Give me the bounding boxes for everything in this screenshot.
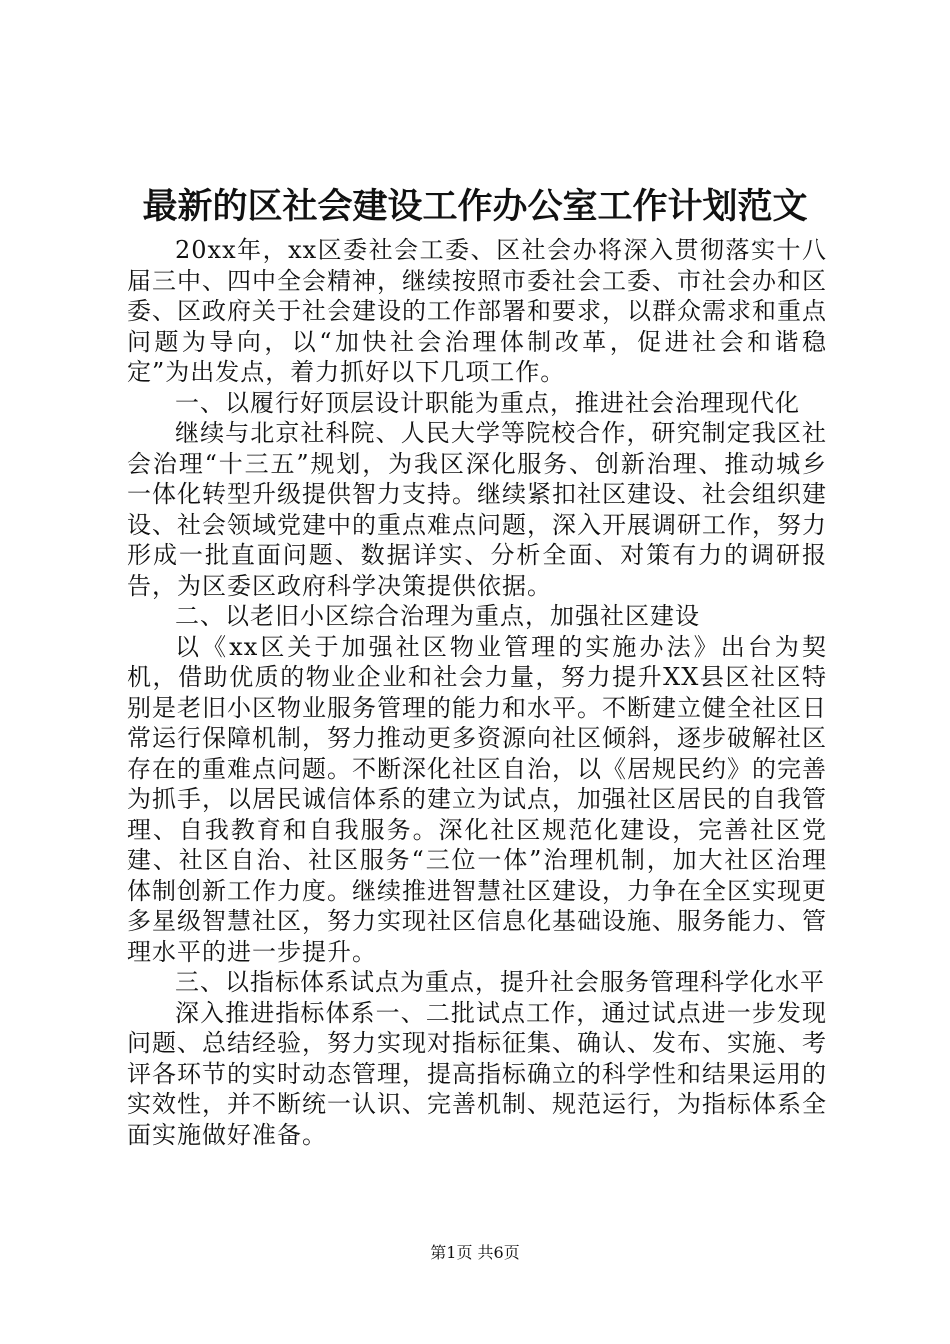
paragraph-section-3: 深入推进指标体系一、二批试点工作，通过试点进一步发现问题、总结经验，努力实现对指标征集、确认、发布、实施、考评各环节的实时动态管理，提高指标确立的科学性和结果运用的实效性，并不断统一认识、完善机制、规范运行，为指标体系全面实施做好准备。 (127, 998, 827, 1149)
document-body (127, 235, 827, 1150)
page-number-footer: 第1页 共6页 (430, 1243, 520, 1262)
section-heading-2: 二、以老旧小区综合治理为重点，加强社区建设 (175, 602, 700, 630)
paragraph-intro: 20xx年，xx区委社会工委、区社会办将深入贯彻落实十八届三中、四中全会精神，继续按照市委社会工委、市社会办和区委、区政府关于社会建设的工作部署和要求，以群众需求和重点问题为导向，以“加快社会治理体制改革，促进社会和谐稳定”为出发点，着力抓好以下几项工作。 (127, 236, 827, 386)
section-heading-3: 三、以指标体系试点为重点，提升社会服务管理科学化水平 (175, 968, 825, 996)
paragraph-section-2: 以《xx区关于加强社区物业管理的实施办法》出台为契机，借助优质的物业企业和社会力量，努力提升XX县区社区特别是老旧小区物业服务管理的能力和水平。不断建立健全社区日常运行保障机制，努力推动更多资源向社区倾斜，逐步破解社区存在的重难点问题。不断深化社区自治，以《居规民约》的完善为抓手，以居民诚信体系的建立为试点，加强社区居民的自我管理、自我教育和自我服务。深化社区规范化建设，完善社区党建、社区自治、社区服务“三位一体”治理机制，加大社区治理体制创新工作力度。继续推进智慧社区建设，力争在全区实现更多星级智慧社区，努力实现社区信息化基础设施、服务能力、管理水平的进一步提升。 (127, 632, 827, 966)
section-heading-1: 一、以履行好顶层设计职能为重点，推进社会治理现代化 (175, 388, 800, 417)
paragraph-section-1: 继续与北京社科院、人民大学等院校合作，研究制定我区社会治理“十三五”规划，为我区深化服务、创新治理、推动城乡一体化转型升级提供智力支持。继续紧扣社区建设、社会组织建设、社会领域党建中的重点难点问题，深入开展调研工作，努力形成一批直面问题、数据详实、分析全面、对策有力的调研报告，为区委区政府科学决策提供依据。 (127, 419, 827, 600)
document-title: 最新的区社会建设工作办公室工作计划范文 (142, 186, 808, 227)
